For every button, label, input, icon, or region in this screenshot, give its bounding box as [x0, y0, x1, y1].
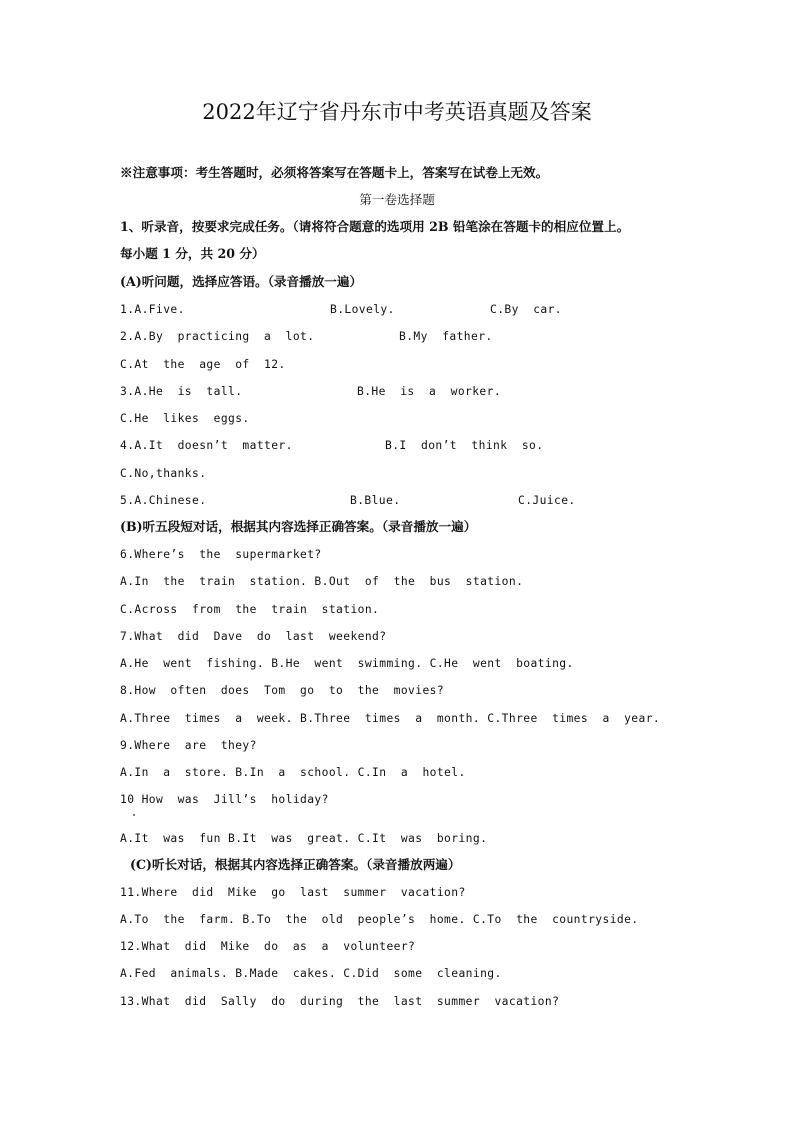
q12-question: 12.What did Mike do as a volunteer? [120, 940, 416, 953]
part-b-heading: (B)听五段短对话，根据其内容选择正确答案。（录音播放一遍） [120, 519, 477, 534]
q5-option-b: B.Blue. [350, 494, 401, 507]
task-intro-line-2: 每小题 1 分，共 20 分） [120, 246, 265, 261]
q4-option-c: C.No,thanks. [120, 467, 207, 480]
q10-question: 10 How was Jill’s holiday? [120, 793, 329, 806]
q8-options: A.Three times a week. B.Three times a month. C.Three times a year. [120, 712, 661, 725]
page-title: 2022年辽宁省丹东市中考英语真题及答案 [202, 100, 592, 124]
q5-option-c: C.Juice. [518, 494, 576, 507]
q10-options: A.It was fun B.It was great. C.It was boring. [120, 832, 488, 845]
section-heading: 第一卷选择题 [359, 192, 435, 207]
q4-option-a: 4.A.It doesn’t matter. [120, 439, 293, 452]
q1-option-c: C.By car. [490, 303, 563, 316]
q1-option-a: 1.A.Five. [120, 303, 185, 316]
q6-question: 6.Where’s the supermarket? [120, 548, 322, 561]
stray-mark [133, 814, 135, 816]
q6-options-line-2: C.Across from the train station. [120, 603, 380, 616]
q2-option-a: 2.A.By practicing a lot. [120, 330, 315, 343]
q3-option-b: B.He is a worker. [357, 385, 502, 398]
q2-option-c: C.At the age of 12. [120, 358, 286, 371]
q3-option-a: 3.A.He is tall. [120, 385, 243, 398]
q3-option-c: C.He likes eggs. [120, 412, 250, 425]
q11-question: 11.Where did Mike go last summer vacation? [120, 886, 466, 899]
q2-option-b: B.My father. [399, 330, 493, 343]
q1-option-b: B.Lovely. [330, 303, 395, 316]
q4-option-b: B.I don’t think so. [385, 439, 544, 452]
q13-question: 13.What did Sally do during the last summer vacation? [120, 995, 560, 1008]
q11-options: A.To the farm. B.To the old people’s home. C.To the countryside. [120, 913, 639, 926]
q8-question: 8.How often does Tom go to the movies? [120, 684, 445, 697]
task-intro-line-1: 1、听录音，按要求完成任务。（请将符合题意的选项用 2B 铅笔涂在答题卡的相应位置上。 [120, 219, 630, 234]
q9-options: A.In a store. B.In a school. C.In a hotel. [120, 766, 466, 779]
part-a-heading: (A)听问题，选择应答语。（录音播放一遍） [120, 274, 363, 289]
q7-question: 7.What did Dave do last weekend? [120, 630, 387, 643]
q9-question: 9.Where are they? [120, 739, 257, 752]
q6-options-line-1: A.In the train station. B.Out of the bus station. [120, 575, 524, 588]
part-c-heading: (C)听长对话，根据其内容选择正确答案。（录音播放两遍） [130, 857, 461, 872]
notice-text: ※注意事项：考生答题时，必须将答案写在答题卡上，答案写在试卷上无效。 [120, 165, 549, 180]
q5-option-a: 5.A.Chinese. [120, 494, 207, 507]
q12-options: A.Fed animals. B.Made cakes. C.Did some cleaning. [120, 967, 502, 980]
q7-options: A.He went fishing. B.He went swimming. C.He went boating. [120, 657, 574, 670]
